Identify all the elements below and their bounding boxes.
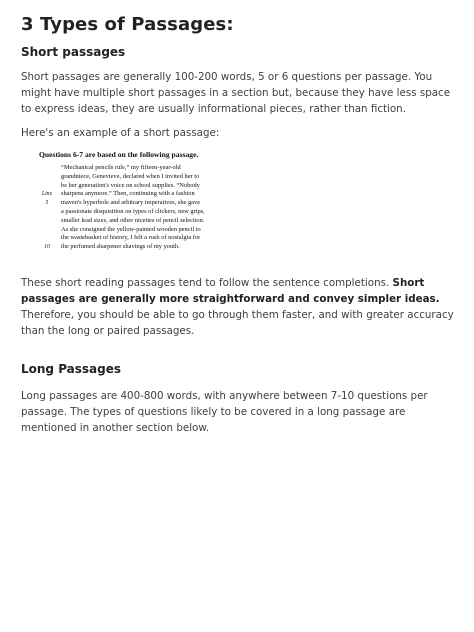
section-heading-short: Short passages [21, 45, 126, 59]
section-heading-long: Long Passages [21, 362, 122, 376]
excerpt-line-text: grandniece, Genevieve, declared when I invited her to [61, 172, 200, 180]
excerpt-line-text: smaller lead sizes, and other niceties of pencil selection. [61, 216, 205, 224]
excerpt-line [39, 199, 219, 208]
excerpt-line [39, 173, 219, 182]
excerpt-line [39, 190, 219, 199]
excerpt-heading: Questions 6-7 are based on the following passage. [39, 150, 199, 159]
excerpt-line [39, 243, 219, 252]
example-lead-paragraph: Here's an example of a short passage: [21, 127, 220, 139]
excerpt-lines [39, 164, 219, 252]
line-number-marker: 10 [44, 244, 50, 251]
excerpt-line-text: “Mechanical pencils rule,” my fifteen-year-old [61, 164, 181, 171]
summary-text-start: These short reading passages tend to follow the sentence completions. [21, 277, 393, 289]
summary-text-end: Therefore, you should be able to go through them faster, and with greater accuracy than the long or paired passages. [21, 309, 454, 337]
excerpt-line-text: be her generation's voice on school supplies. “Nobody [61, 181, 200, 189]
excerpt-line [39, 182, 219, 191]
excerpt-line [39, 217, 219, 226]
excerpt-line-text: the perfumed sharpener shavings of my youth. [61, 243, 180, 251]
summary-emphasis: Short passages are generally more straightforward and convey simpler ideas. [21, 277, 440, 305]
page-title: 3 Types of Passages: [21, 14, 234, 35]
passage-excerpt-image [39, 150, 219, 252]
excerpt-line [39, 208, 219, 217]
short-intro-paragraph: Short passages are generally 100-200 words, 5 or 6 questions per passage. You might have multiple short passages in a section but, because they have less space to express ideas, they are usually informational pieces, rather than fiction. [21, 71, 451, 115]
long-intro-paragraph: Long passages are 400-800 words, with anywhere between 7-10 questions per passage. The types of questions likely to be covered in a long passage are mentioned in another section below. [21, 390, 428, 434]
excerpt-line-text: the wastebasket of history, I felt a rush of nostalgia for [61, 234, 201, 242]
line-number-marker: 5 [45, 200, 49, 207]
excerpt-line-text: a passionate disquisition on types of clickers, new grips, [61, 207, 205, 215]
line-number-marker: Line [41, 191, 53, 198]
excerpt-line-text: maven's hyperbole and arbitrary imperatives, she gave [61, 199, 201, 207]
excerpt-line-text: As she consigned the yellow-painted wooden pencil to [61, 225, 201, 233]
excerpt-line [39, 234, 219, 243]
short-summary-paragraph [21, 275, 455, 339]
excerpt-line [39, 164, 219, 173]
excerpt-line-text: sharpens anymore.” Then, continuing with a fashion [61, 190, 195, 198]
excerpt-line [39, 226, 219, 235]
